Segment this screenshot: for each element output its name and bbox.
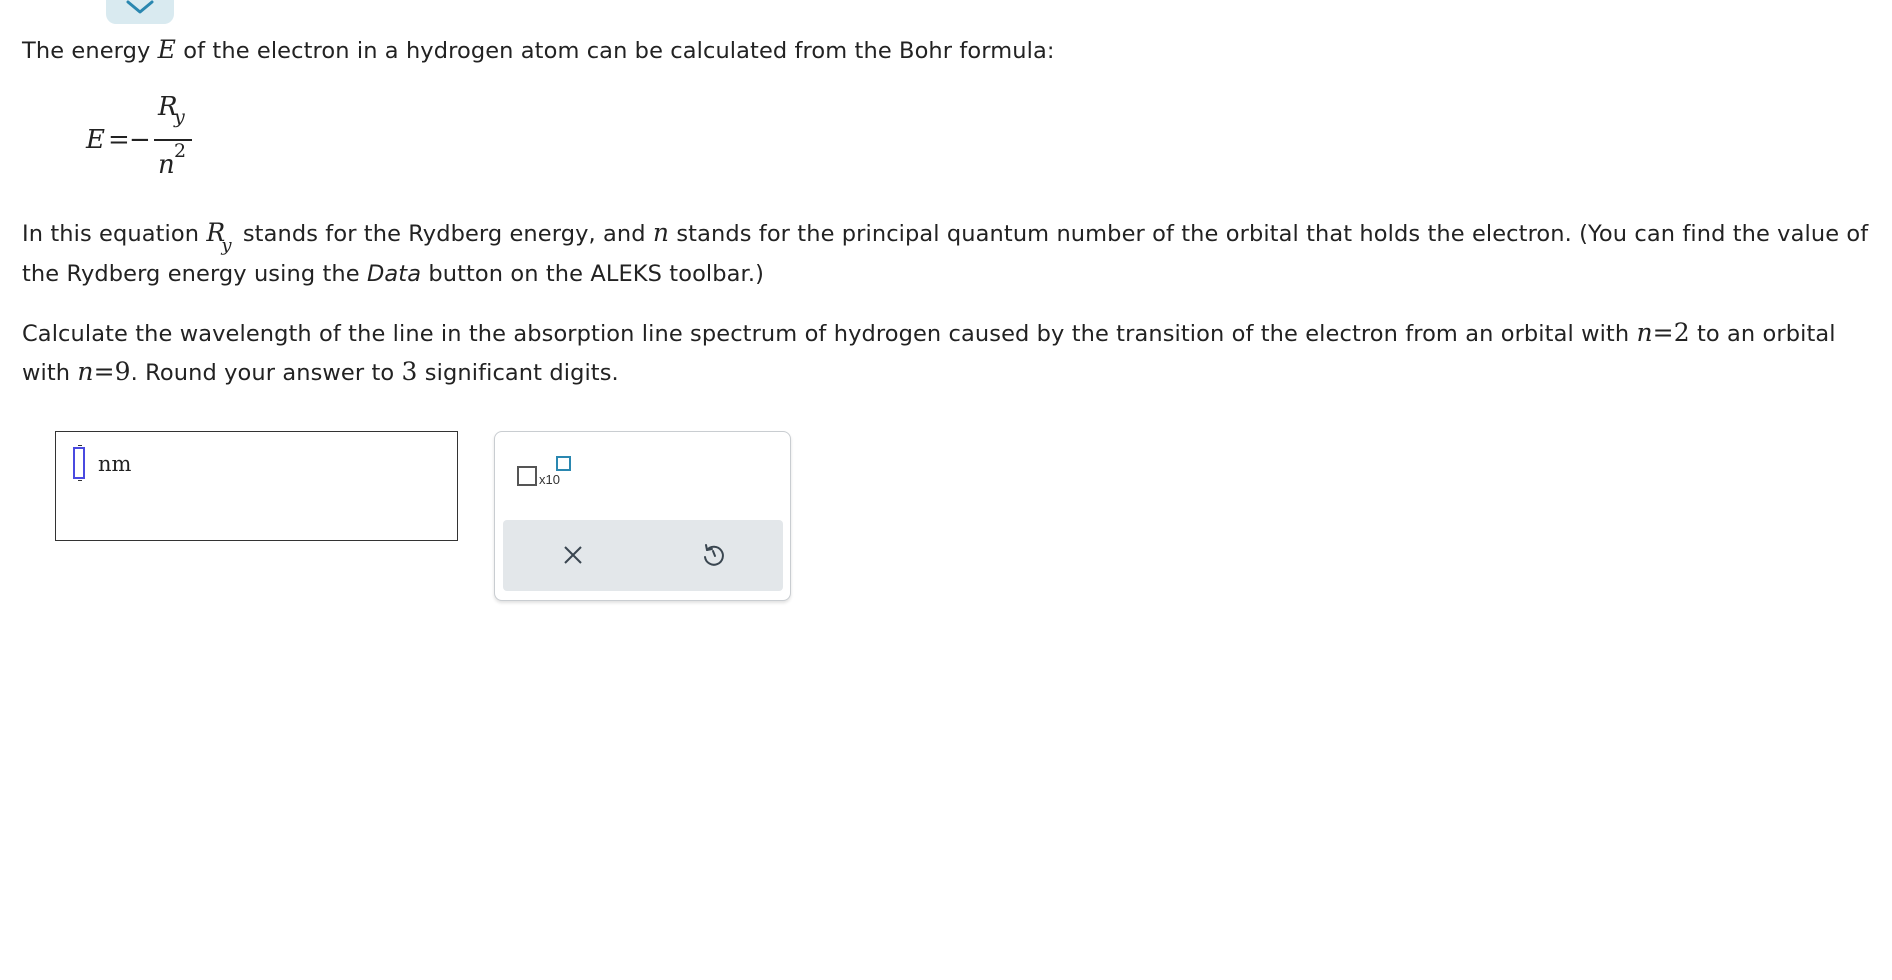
formula-denominator: n	[158, 150, 175, 180]
question-text-4: significant digits.	[417, 360, 619, 386]
chevron-down-icon	[125, 0, 155, 14]
n-variable: n	[652, 218, 670, 247]
formula-minus: −	[129, 125, 151, 155]
n-variable-initial: n	[1636, 318, 1653, 347]
question-text-1: Calculate the wavelength of the line in the absorption line spectrum of hydrogen caused by the transition of the electron from an orbital with	[22, 321, 1637, 347]
collapse-tab[interactable]	[106, 0, 174, 24]
intro-paragraph	[22, 31, 1872, 70]
base-box-icon	[517, 466, 537, 486]
unit-label: nm	[98, 452, 132, 476]
formula-equals: =	[108, 125, 130, 155]
math-toolbar	[494, 431, 791, 601]
exponent-box-icon	[556, 456, 571, 471]
equals-sign: =	[1652, 318, 1674, 347]
equals-sign: =	[93, 357, 115, 386]
question-text-2: to an orbital with	[22, 321, 1836, 386]
explanation-paragraph	[22, 214, 1872, 293]
scientific-notation-button[interactable]	[517, 456, 575, 490]
close-icon	[562, 544, 584, 566]
x10-label: x10	[539, 472, 560, 487]
answer-input-area[interactable]	[55, 431, 458, 541]
data-word: Data	[366, 261, 422, 287]
explanation-text-2: stands for the Rydberg energy, and	[235, 221, 653, 247]
rydberg-subscript: y	[221, 235, 232, 256]
action-bar	[503, 520, 783, 591]
rydberg-variable: R	[206, 218, 226, 247]
intro-text: The energy	[22, 38, 158, 64]
n-variable-final: n	[77, 357, 94, 386]
fraction-bar	[154, 139, 192, 141]
formula-numerator-subscript: y	[174, 106, 185, 128]
formula-lhs: E	[86, 125, 105, 155]
initial-n-value: 2	[1673, 318, 1690, 347]
undo-icon	[700, 542, 726, 568]
explanation-text-3: stands for the principal quantum number of the orbital that holds the electron. (You can find the value of the Rydberg energy using the	[22, 221, 1869, 287]
intro-text-end: of the electron in a hydrogen atom can be calculated from the Bohr formula:	[176, 38, 1055, 64]
formula-exponent: 2	[174, 140, 187, 162]
question-paragraph	[22, 314, 1872, 392]
significant-digits-value: 3	[401, 357, 418, 386]
formula-numerator: R	[158, 92, 178, 122]
bohr-formula	[86, 92, 206, 187]
clear-button[interactable]	[556, 538, 590, 572]
final-n-value: 9	[114, 357, 131, 386]
answer-input[interactable]	[73, 447, 85, 479]
energy-variable: E	[157, 35, 177, 64]
explanation-text-4: button on the ALEKS toolbar.)	[421, 261, 764, 287]
question-text-3: . Round your answer to	[130, 360, 402, 386]
explanation-text-1: In this equation	[22, 221, 207, 247]
undo-button[interactable]	[696, 538, 730, 572]
